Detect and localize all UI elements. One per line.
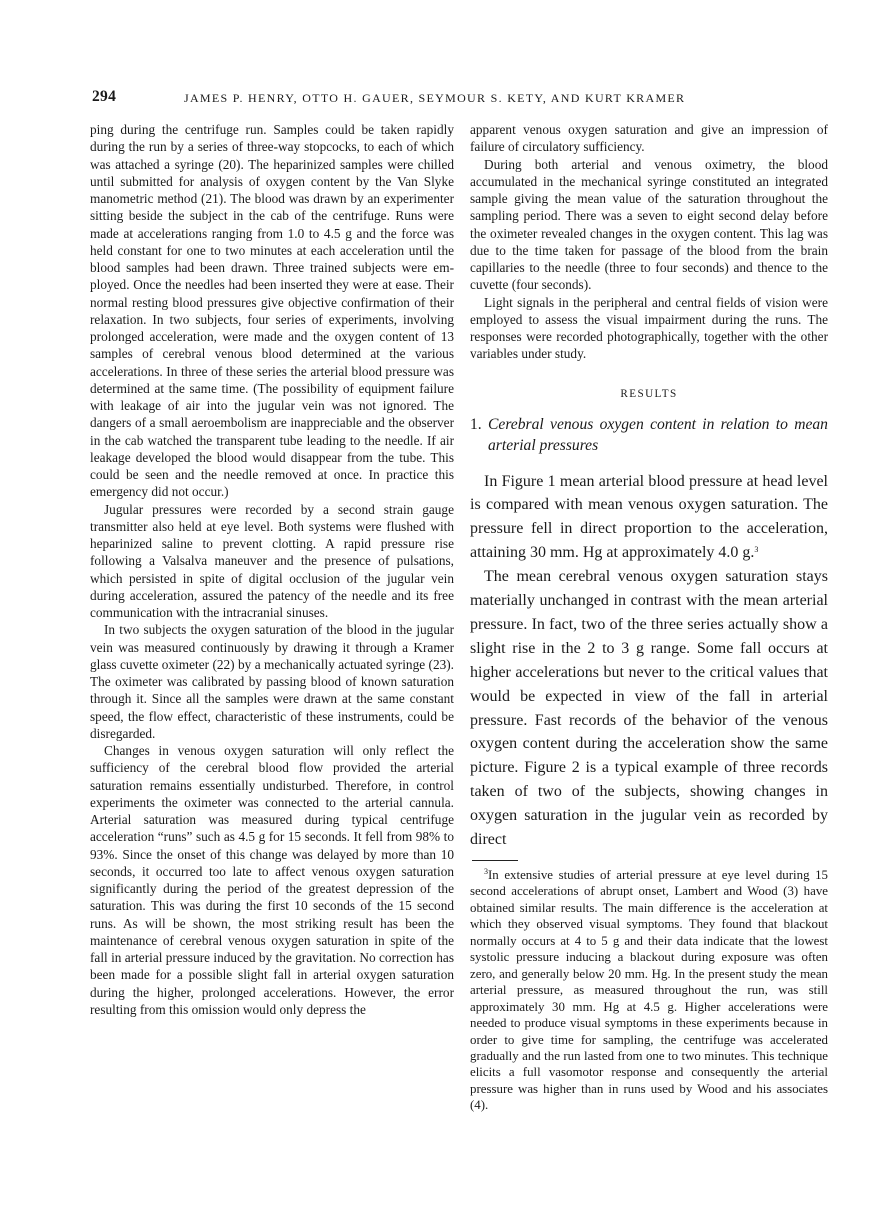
- section-title: [470, 414, 828, 456]
- running-head: JAMES P. HENRY, OTTO H. GAUER, SEYMOUR S. KETY, AND KURT KRAMER: [184, 91, 686, 105]
- paragraph: In two subjects the oxygen saturation of the blood in the jugular vein was measured continuously by drawing it through a Kramer glass cuvette oximeter (22) by a mechanically actuated syringe (23). The oximeter was calibrated by passing blood of known saturation through it. Since all the samples were drawn at the same constant speed, the flow effect, characteristic of these instruments, could be disregarded.: [90, 622, 454, 741]
- paragraph: Jugular pressures were recorded by a second strain gauge transmitter also held at eye level. Both systems were flushed with heparinized saline to prevent clotting. A rapid pressure rise following a Valsalva maneuver and the presence of pulsations, which persisted in spite of digital occlusion of the jugular vein during acceleration, assured the patency of the needle and its free communication with the intracranial sinuses.: [90, 501, 454, 620]
- paragraph: ping during the centrifuge run. Samples could be taken rapidly during the run by a series of three-way stopcocks, to each of which was attached a syringe (20). The heparinized samples were chilled until submitted for analysis of oxygen content by the Van Slyke manometric method (21). The blood was drawn by an experimenter sitting beside the subject in the cab of the centrifuge. Runs were made at accelerations ranging from 1.0 to 4.5 g and the force was held constant for one to two minutes at each acceleration until the blood samples had been drawn. Three trained subjects were employed. Once the needles had been inserted they were at ease. Their normal resting blood pressures give objective confirmation of their relaxation. In two subjects, four series of experiments, involving prolonged acceleration, were made and the oxygen content of 13 samples of cerebral venous blood determined at the various accelerations. In three of these series the arterial blood pressure was determined at the same time. (The possibility of equipment failure with leakage of air into the jugular vein was not ignored. The dangers of a small aeroembolism are inappreciable and the observer in the cab watched the transparent tube leading to the needle. If air leakage developed the blood would disappear from the tube. This could be seen and the needle removed at once. In practice this emergency did not occur.): [90, 122, 454, 500]
- paragraph: [470, 470, 828, 566]
- paragraph: The mean cerebral venous oxygen saturation stays materially unchanged in contrast with the mean arterial pressure. In fact, two of the three series actually show a slight rise in the 2 to 3 g range. Some fall occurs at higher accelerations but never to the critical values that would be expected in view of the fall in arterial pressure. Fast records of the behavior of the venous oxygen content during the acceleration show the same picture. Figure 2 is a typical example of three records taken of two of the subjects, showing changes in oxygen saturation in the jugular vein as recorded by direct: [470, 568, 828, 849]
- paragraph: apparent venous oxygen saturation and give an impression of failure of circulatory sufficiency.: [470, 122, 828, 155]
- footnote-marker: 3: [484, 867, 488, 876]
- paragraph: During both arterial and venous oximetry, the blood accumulated in the mechanical syringe constituted an integrated sample giving the mean value of the saturation throughout the sampling period. There was a seven to eight second delay before the oximeter revealed changes in the oxygen content. This lag was due to the time taken for passage of the blood from the brain capillaries to the needle (three to four seconds) and thence to the cuvette (four seconds).: [470, 156, 828, 293]
- page-header: [92, 88, 812, 112]
- results-heading: RESULTS: [620, 387, 678, 400]
- section-title-text: Cerebral venous oxygen content in relation to mean arterial pressures: [488, 415, 828, 454]
- section-number: 1.: [470, 415, 482, 433]
- paragraph-text: In Figure 1 mean arterial blood pressure at head level is compared with mean venous oxygen saturation. The pressure fell in direct proportion to the acceleration, attaining 30 mm. Hg at approximately 4.0 g.: [470, 472, 828, 562]
- right-column: [470, 121, 828, 1114]
- footnote-divider: [472, 860, 518, 861]
- paragraph: Changes in venous oxygen saturation will only reflect the sufficiency of the cerebral blood flow provided the arterial saturation remains essentially undisturbed. Therefore, in control experiments the oximeter was connected to the arterial cannula. Arterial saturation was measured during typical centrifuge acceleration “runs” such as 4.5 g for 15 seconds. It fell from 98% to 93%. Since the onset of this change was delayed by more than 10 seconds, it occurred too late to affect venous oxygen saturation significantly during the period of the greatest depression of the saturation. This was during the first 10 seconds of the 15 second runs. As will be shown, the most striking result has been the maintenance of cerebral venous oxygen saturation in spite of the fall in arterial pressure induced by the gravitation. No correction has been made for a possible slight fall in arterial oxygen saturation during the higher, prolonged accelerations. However, the error resulting from this omission would only depress the: [90, 743, 454, 1017]
- left-column: [90, 121, 454, 1018]
- page-number: 294: [92, 88, 117, 105]
- footnote-text: In extensive studies of arterial pressure at eye level during 15 second accelerations of abrupt onset, Lambert and Wood (3) have obtained similar results. The main difference is the acceleration at which they observed visual symptoms. They found that blackout normally occurs at 4 to 5 g and their data indicate that the lowest systolic pressure inducing a blackout during exposure was often zero, and generally below 20 mm. Hg. In the present study the mean arterial pressure, as measured throughout the run, was still approximately 30 mm. Hg at 4.5 g. Higher accelerations were needed to produce visual symptoms in these experiments because in order to give time for sampling, the centrifuge was accelerated gradually and the run lasted from one to two minutes. This technique elicits a full vasomotor response and consequently the arterial pressure was higher than in runs used by Wood and his associates (4).: [470, 868, 828, 1113]
- footnote: [470, 867, 828, 1114]
- footnote-reference: 3: [754, 545, 759, 555]
- paragraph: Light signals in the peripheral and central fields of vision were employed to assess the visual impairment during the runs. The responses were recorded photographically, together with the other variables under study.: [470, 294, 828, 362]
